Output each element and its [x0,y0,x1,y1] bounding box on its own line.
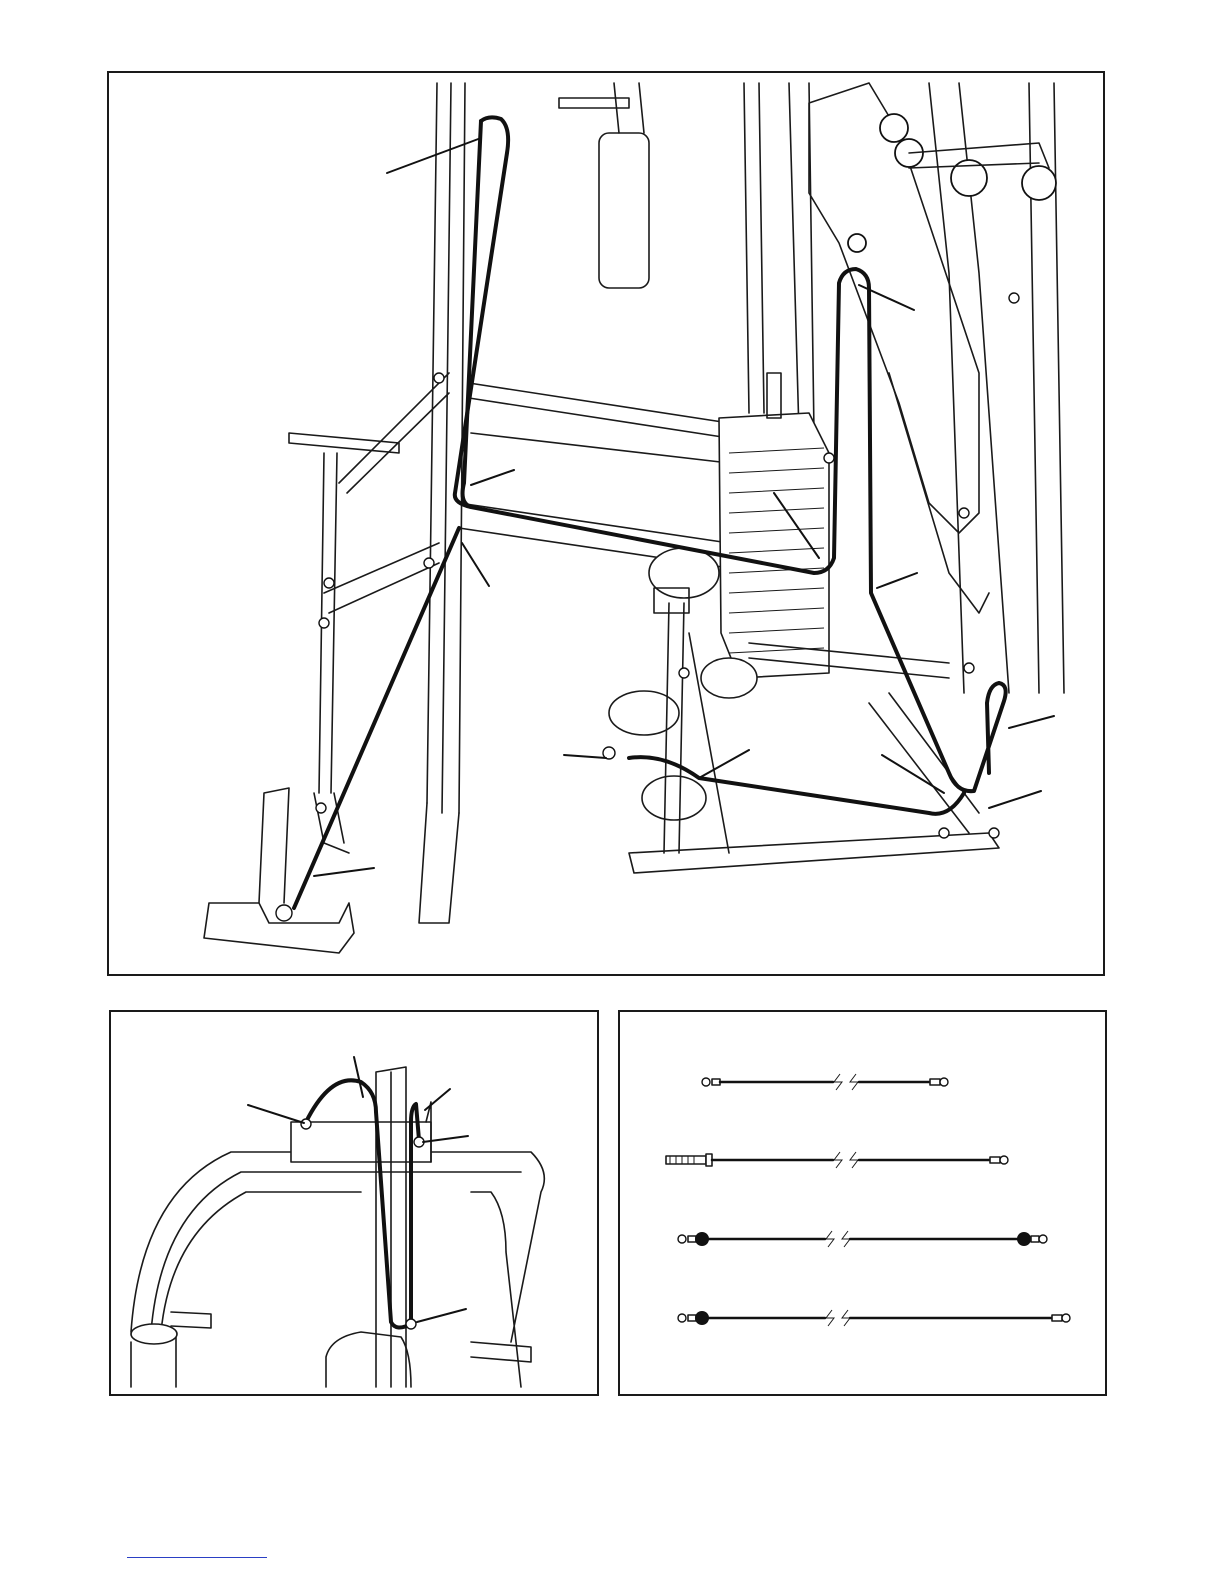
left-seat-frame [289,373,449,853]
cable-item-3 [678,1231,1047,1247]
detail-cable [306,1080,419,1327]
right-tower [809,83,1064,693]
weight-horn [559,83,649,288]
top-pulley-detail-illustration [111,1012,597,1394]
detail-callout-leaders [248,1057,468,1322]
main-assembly-panel [107,71,1105,976]
top-detail-panel [109,1010,599,1396]
press-arm-frame [131,1152,544,1387]
cable-item-1 [702,1074,948,1090]
footer-rule [127,1557,267,1558]
pulley-bolt-bottom [406,1319,416,1329]
cable-item-4 [678,1310,1070,1326]
cable-types-illustration [620,1012,1105,1394]
cable-identification-panel [618,1010,1107,1396]
pulley-bolt-left [301,1119,311,1129]
weight-stack [719,83,829,678]
cable-item-2 [666,1152,1008,1168]
gym-frame-illustration [109,73,1103,974]
foot-plate [204,788,354,953]
